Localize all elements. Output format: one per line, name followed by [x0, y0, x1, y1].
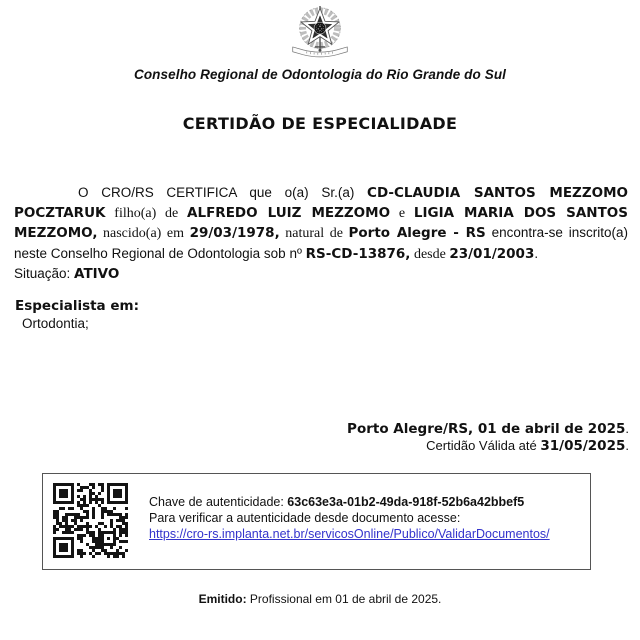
- status-line: [14, 264, 628, 284]
- auth-key-line: [149, 494, 550, 510]
- validation-link[interactable]: https://cro-rs.implanta.net.br/servicosOnline/Publico/ValidarDocumentos/: [149, 527, 550, 541]
- text-segment: LIGIA MARIA DOS SANTOS MEZZOMO,: [14, 205, 628, 242]
- text-segment: Profissional em 01 de abril de 2025.: [246, 592, 442, 606]
- text-segment: ATIVO: [74, 265, 120, 282]
- text-segment: nascido(a) em: [97, 226, 190, 242]
- text-segment: ALFREDO LUIZ MEZZOMO: [187, 205, 391, 222]
- text-segment: O CRO/RS CERTIFICA que o(a) Sr.(a): [78, 185, 368, 200]
- text-segment: Situação:: [14, 265, 75, 281]
- text-segment: 23/01/2003: [449, 245, 535, 262]
- text-segment: .: [625, 421, 629, 436]
- text-segment: desde: [410, 246, 450, 262]
- text-segment: 63c63e3a-01b2-49da-918f-52b6a42bbef5: [287, 495, 525, 509]
- validity-line: [347, 438, 629, 455]
- place-date-line: [347, 421, 629, 438]
- text-segment: .: [534, 245, 539, 261]
- brazil-coat-of-arms-icon: [0, 6, 640, 70]
- text-segment: filho(a) de: [105, 206, 188, 222]
- text-segment: .: [625, 437, 629, 453]
- text-segment: Porto Alegre - RS: [348, 225, 486, 242]
- page-title: CERTIDÃO DE ESPECIALIDADE: [182, 114, 458, 133]
- emitted-line: [0, 592, 640, 606]
- certificate-body: [14, 183, 628, 284]
- specialty-item: Ortodontia;: [22, 316, 89, 331]
- text-segment: Certidão Válida até: [426, 437, 541, 453]
- text-segment: RS-CD-13876,: [305, 245, 411, 262]
- text-segment: CD-CLAUDIA SANTOS MEZZOMO POCZTARUK: [14, 185, 629, 222]
- qr-code-icon: [53, 483, 128, 558]
- text-segment: encontra-se inscrito(a) neste Conselho Regional de Odontologia sob nº: [14, 225, 628, 261]
- text-segment: Porto Alegre/RS, 01 de abril de 2025: [347, 421, 626, 437]
- specialist-section: [15, 297, 139, 333]
- text-segment: Emitido:: [198, 592, 247, 606]
- authenticity-text: [149, 474, 550, 542]
- text-segment: 29/03/1978,: [189, 225, 280, 242]
- text-segment: 31/05/2025: [540, 437, 626, 454]
- text-segment: Chave de autenticidade:: [149, 495, 288, 509]
- certificate-paragraph: [14, 183, 628, 264]
- specialist-label: Especialista em:: [15, 298, 139, 314]
- authenticity-box: [42, 473, 591, 570]
- org-name: Conselho Regional de Odontologia do Rio Grande do Sul: [133, 67, 507, 82]
- issue-date-block: [347, 421, 629, 454]
- auth-instruction: Para verificar a autenticidade desde documento acesse:: [149, 511, 461, 525]
- text-segment: e: [390, 206, 414, 222]
- text-segment: natural de: [279, 226, 349, 242]
